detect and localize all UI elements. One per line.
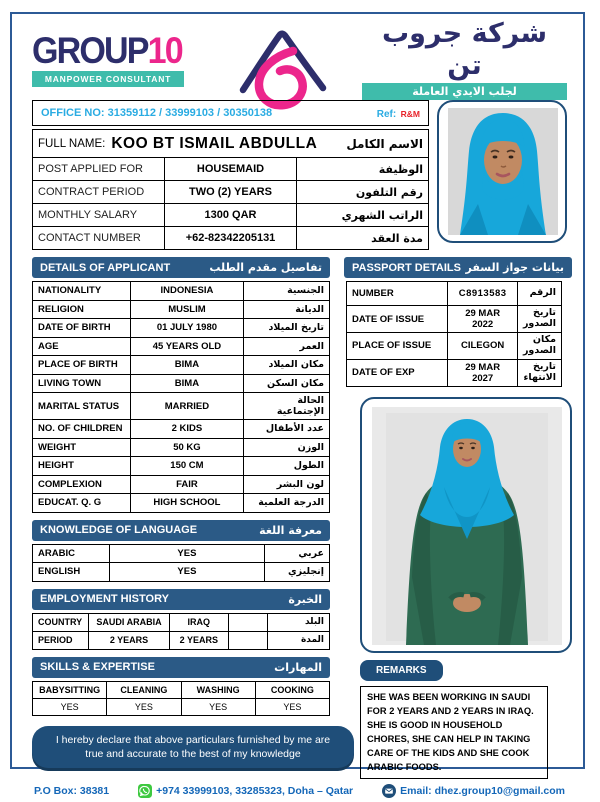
field-value: BIMA (131, 356, 244, 375)
section-title-arabic: الخبرة (288, 592, 322, 606)
full-name-label: FULL NAME: (38, 137, 106, 150)
full-name-label-arabic: الاسم الكامل (346, 136, 423, 151)
field-label: MONTHLY SALARY (33, 204, 165, 227)
declaration-statement: I hereby declare that above particulars furnished by me are true and accurate to the best of my knowledge (32, 726, 354, 768)
field-label: COMPLEXION (33, 475, 131, 494)
field-label: CONTRACT PERIOD (33, 181, 165, 204)
employment-history-table (32, 613, 330, 650)
company-emblem-icon (200, 22, 362, 96)
table-row (33, 681, 330, 698)
logo-word-ten: 10 (147, 29, 182, 71)
left-column (32, 257, 330, 779)
company-name-arabic-block (362, 18, 567, 99)
email-icon (382, 784, 396, 798)
logo-wordmark (32, 29, 187, 71)
ref-label: Ref: (376, 109, 397, 120)
field-label: COUNTRY (33, 613, 89, 631)
remarks-section (360, 660, 572, 780)
main-section (32, 257, 567, 779)
section-title-arabic: معرفة اللغة (259, 523, 322, 537)
section-title: SKILLS & EXPERTISE (40, 661, 155, 673)
field-label-arabic: مكان السكن (243, 374, 329, 393)
field-value: 45 YEARS OLD (131, 337, 244, 356)
field-value: YES (110, 563, 264, 582)
field-label-arabic: المدة (267, 631, 329, 649)
table-row (33, 130, 429, 158)
field-label: MARITAL STATUS (33, 393, 131, 420)
field-label-arabic: مدة العقد (297, 227, 429, 250)
table-row (33, 438, 330, 457)
remarks-text: SHE WAS BEEN WORKING IN SAUDI FOR 2 YEARS AND 2 YEARS IN IRAQ. SHE IS GOOD IN HOUSEHOLD CHORES, SHE CAN HELP IN TAKING CARE OF THE KIDS AND SHE COOK ARABIC FOODS. (360, 686, 548, 780)
applicant-headshot-photo (437, 100, 567, 243)
field-label: HEIGHT (33, 457, 131, 476)
field-label: AGE (33, 337, 131, 356)
section-title-arabic: بيانات جواز السفر (465, 261, 564, 274)
field-label: DATE OF BIRTH (33, 319, 131, 338)
right-column (344, 257, 572, 779)
company-tagline-arabic: لجلب الايدي العاملة (362, 83, 567, 100)
table-row (33, 544, 330, 563)
field-label: LIVING TOWN (33, 374, 131, 393)
table-row (33, 393, 330, 420)
field-value: 2 KIDS (131, 420, 244, 439)
details-section-header (32, 257, 330, 278)
skill-value: YES (33, 698, 107, 715)
table-row (33, 158, 429, 181)
skill-column-header: CLEANING (107, 681, 181, 698)
applicant-name-table (32, 129, 429, 250)
field-label: NATIONALITY (33, 282, 131, 301)
field-label-arabic: مكان الميلاد (243, 356, 329, 375)
office-number-bar (32, 100, 429, 126)
skill-column-header: COOKING (255, 681, 329, 698)
field-label-arabic: الرقم (517, 282, 561, 306)
field-value: 01 JULY 1980 (131, 319, 244, 338)
field-value: 2 YEARS (89, 631, 169, 649)
field-value: 29 MAR 2027 (448, 359, 518, 386)
field-value: HOUSEMAID (165, 158, 297, 181)
field-label-arabic: الوظيفة (297, 158, 429, 181)
whatsapp-icon (138, 784, 152, 798)
skill-value: YES (255, 698, 329, 715)
field-label-arabic: عربي (264, 544, 329, 563)
field-label: EDUCAT. Q. G (33, 494, 131, 513)
field-value: HIGH SCHOOL (131, 494, 244, 513)
table-row (33, 698, 330, 715)
field-label-arabic: تاريخ الصدور (517, 306, 561, 333)
skill-value: YES (107, 698, 181, 715)
table-row (33, 475, 330, 494)
ref-value: R&M (400, 109, 420, 119)
field-value: YES (110, 544, 264, 563)
field-value: BIMA (131, 374, 244, 393)
field-label-arabic: تاريخ الانتهاء (517, 359, 561, 386)
ref-field (377, 104, 420, 122)
field-label: DATE OF ISSUE (347, 306, 448, 333)
language-section-header (32, 520, 330, 541)
page-border-frame (10, 12, 585, 798)
skill-column-header: BABYSITTING (33, 681, 107, 698)
field-label-arabic: الديانة (243, 300, 329, 319)
document-header (32, 18, 567, 98)
field-label: ARABIC (33, 544, 110, 563)
field-value: CILEGON (448, 333, 518, 360)
field-label: NUMBER (347, 282, 448, 306)
field-label-arabic: العمر (243, 337, 329, 356)
table-row (33, 563, 330, 582)
field-label-arabic: عدد الأطفال (243, 420, 329, 439)
section-title: EMPLOYMENT HISTORY (40, 593, 169, 605)
group10-logo (32, 29, 200, 87)
table-row (33, 337, 330, 356)
table-row (33, 631, 330, 649)
po-box: P.O Box: 38381 (34, 785, 110, 798)
field-label: DATE OF EXP (347, 359, 448, 386)
table-row (347, 306, 562, 333)
field-value: 1300 QAR (165, 204, 297, 227)
field-value: 50 KG (131, 438, 244, 457)
phone-contact (138, 784, 353, 798)
field-label-arabic: الطول (243, 457, 329, 476)
field-value: INDONESIA (131, 282, 244, 301)
section-title-arabic: المهارات (274, 660, 322, 674)
table-row (33, 227, 429, 250)
table-row (347, 359, 562, 386)
field-label: CONTACT NUMBER (33, 227, 165, 250)
field-value: TWO (2) YEARS (165, 181, 297, 204)
email-address: Email: dhez.group10@gmail.com (400, 785, 565, 798)
field-label-arabic: رقم التلفون (297, 181, 429, 204)
table-row (33, 181, 429, 204)
field-value: FAIR (131, 475, 244, 494)
employment-section-header (32, 589, 330, 610)
top-section (32, 100, 567, 250)
table-row (33, 374, 330, 393)
field-label: NO. OF CHILDREN (33, 420, 131, 439)
section-title: PASSPORT DETAILS (352, 261, 461, 274)
field-value: MUSLIM (131, 300, 244, 319)
field-value-empty (229, 613, 268, 631)
table-row (33, 300, 330, 319)
field-label: PERIOD (33, 631, 89, 649)
field-value: MARRIED (131, 393, 244, 420)
field-label-arabic: إنجليزي (264, 563, 329, 582)
section-title-arabic: تفاصيل مقدم الطلب (209, 261, 322, 274)
table-row (33, 204, 429, 227)
email-contact (382, 784, 565, 798)
logo-word-group: GROUP (32, 29, 148, 71)
phone-numbers: +974 33999103, 33285323, Doha – Qatar (156, 785, 354, 798)
field-value: +62-82342205131 (165, 227, 297, 250)
skills-table (32, 681, 330, 716)
field-label-arabic: مكان الصدور (517, 333, 561, 360)
skill-value: YES (181, 698, 255, 715)
field-label-arabic: البلد (267, 613, 329, 631)
field-value-empty (229, 631, 268, 649)
table-row (33, 494, 330, 513)
table-row (347, 333, 562, 360)
skills-section-header (32, 657, 330, 678)
field-label-arabic: الدرجة العلمية (243, 494, 329, 513)
table-row (33, 420, 330, 439)
applicant-details-table (32, 281, 330, 513)
section-title: KNOWLEDGE OF LANGUAGE (40, 524, 198, 536)
company-name-arabic: شركة جروب تن (382, 18, 547, 81)
section-title: DETAILS OF APPLICANT (40, 261, 171, 274)
table-row (33, 457, 330, 476)
logo-subtitle-banner: MANPOWER CONSULTANT (32, 71, 184, 87)
field-label-arabic: لون البشر (243, 475, 329, 494)
field-label: PLACE OF ISSUE (347, 333, 448, 360)
field-label-arabic: الحالة الإجتماعية (243, 393, 329, 420)
table-row (347, 282, 562, 306)
field-value: IRAQ (169, 613, 228, 631)
table-row (33, 613, 330, 631)
field-label-arabic: تاريخ الميلاد (243, 319, 329, 338)
office-numbers: OFFICE NO: 31359112 / 33999103 / 30350138 (41, 107, 273, 119)
remarks-title-badge: REMARKS (360, 660, 443, 681)
field-label: ENGLISH (33, 563, 110, 582)
field-value: 150 CM (131, 457, 244, 476)
applicant-full-body-photo (360, 397, 572, 653)
field-value: C8913583 (448, 282, 518, 306)
field-value: 29 MAR 2022 (448, 306, 518, 333)
passport-section-header (344, 257, 572, 278)
field-label-arabic: الوزن (243, 438, 329, 457)
field-label-arabic: الراتب الشهري (297, 204, 429, 227)
field-value: 2 YEARS (169, 631, 228, 649)
field-label-arabic: الجنسية (243, 282, 329, 301)
field-label: POST APPLIED FOR (33, 158, 165, 181)
field-label: PLACE OF BIRTH (33, 356, 131, 375)
passport-details-table (346, 281, 562, 387)
skill-column-header: WASHING (181, 681, 255, 698)
document-footer (32, 779, 567, 802)
field-label: RELIGION (33, 300, 131, 319)
table-row (33, 356, 330, 375)
field-label: WEIGHT (33, 438, 131, 457)
full-name-value: KOO BT ISMAIL ABDULLA (111, 134, 318, 152)
table-row (33, 319, 330, 338)
table-row (33, 282, 330, 301)
field-value: SAUDI ARABIA (89, 613, 169, 631)
language-table (32, 544, 330, 582)
